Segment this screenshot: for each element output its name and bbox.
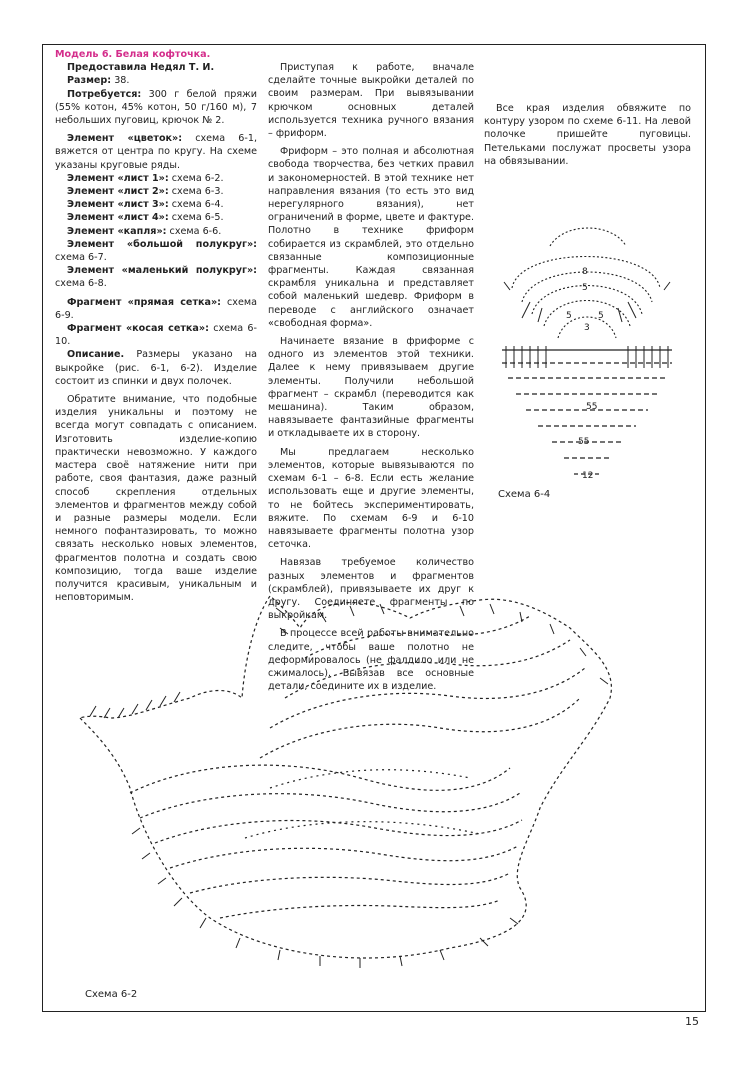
needed-label: Потребуется: (67, 88, 142, 100)
body-paragraph: Фриформ – это полная и абсолютная свобода творчества, без четких правил и закономерностей. В этой технике нет направления вязания (то есть это вид нерегулярного вязания), нет ограничений в форме, цвете и фактуре. Полотно в технике фриформ собирается из скрамблей, это отдельно связанные композиционные фрагменты. Каждая связанная скрамбля уникальна и представляет собой маленький шедевр. Фриформ в переводе с английского означает «свободная форма». (268, 146, 474, 329)
scheme-label: 3 (584, 323, 590, 333)
scheme-6-4-diagram (502, 218, 672, 488)
flower-line (55, 132, 257, 172)
element-label: Элемент «лист 2»: (67, 186, 169, 198)
element-label: Элемент «лист 1»: (67, 172, 169, 184)
leaf-row (170, 846, 518, 868)
element-value: схема 6-5. (171, 212, 224, 224)
leaf-outline (80, 596, 611, 958)
element-value: схема 6-2. (171, 172, 224, 184)
scheme-6-2-caption: Схема 6-2 (85, 989, 138, 1000)
element-line (55, 185, 257, 198)
scheme-label: 12 (582, 471, 594, 481)
element-label: Элемент «лист 4»: (67, 212, 169, 224)
element-line (55, 264, 257, 290)
scheme-label: 5 (598, 311, 604, 321)
leaf-vein (245, 822, 480, 838)
leaf-row (305, 616, 530, 658)
size-label: Размер: (67, 75, 112, 87)
size-value: 38. (114, 75, 130, 87)
needed-value: 300 г белой пряжи (55% котон, 45% котон, 50 г/160 м), 7 небольших пуговиц, крючок № 2. (55, 88, 257, 127)
element-label: Фрагмент «косая сетка»: (67, 323, 209, 335)
description-label: Описание. (67, 349, 125, 361)
leaf-row (140, 793, 520, 818)
element-label: Элемент «большой полукруг»: (67, 238, 257, 250)
element-label: Элемент «лист 3»: (67, 199, 169, 211)
leaf-row (130, 765, 510, 793)
leaf-vein (270, 770, 470, 788)
element-line (55, 211, 257, 224)
scheme-label: 55 (578, 437, 590, 447)
body-paragraph: Навязав требуемое количество разных элементов и фрагментов (скрамблей), привязываете их друг к другу. Соединяете фрагменты по выкройкам. (268, 557, 474, 622)
flower-label: Элемент «цветок»: (67, 133, 183, 145)
leaf-row (260, 698, 580, 758)
element-line (55, 198, 257, 211)
scheme-label: 5 (566, 311, 572, 321)
body-paragraph: Все края изделия обвяжите по контуру узором по схеме 6-11. На левой полочке пришейте пуговицы. Петельками послужат просветы узора на обвязывании. (484, 103, 691, 167)
body-paragraph: Приступая к работе, вначале сделайте точные выкройки деталей по своим размерам. При вывязывании крючком основных деталей используется техника ручного вязания – фриформ. (268, 62, 474, 140)
description-value: Размеры указано на выкройке (рис. 6-1, 6-2). Изделие состоит из спинки и двух полочек. (55, 349, 257, 387)
size-line (55, 74, 257, 87)
stitch-ticks (506, 346, 668, 368)
element-line (55, 238, 257, 264)
leaf-row (220, 900, 500, 918)
element-value: схема 6-3. (171, 186, 224, 198)
description-line (55, 348, 257, 388)
author-line: Предоставила Недял Т. И. (67, 62, 215, 74)
element-line (55, 296, 257, 322)
body-paragraph: В процессе всей работы внимательно следите, чтобы ваше полотно не деформировалось (не фалдило или не сжималось). Вывязав все основные детали, соедините их в изделие. (268, 628, 474, 693)
needed-line (55, 88, 257, 128)
leaf-row (270, 668, 585, 728)
scheme-6-2-diagram (70, 588, 630, 998)
element-value: схема 6-9. (55, 296, 257, 321)
scheme-6-4-caption: Схема 6-4 (498, 489, 551, 500)
element-label: Фрагмент «прямая сетка»: (67, 296, 222, 308)
element-value: схема 6-7. (55, 252, 107, 264)
element-line (55, 225, 257, 238)
element-value: схема 6-10. (55, 323, 257, 348)
model-title: Модель 6. Белая кофточка. (55, 49, 211, 60)
body-paragraph: Начинаете вязание в фриформе с одного из элементов этой техники. Далее к нему привязываем другие элементы. Получили небольшой фрагмент – скрамбл (переводится как мешанина). Таким образом, навязываете фантазийные фрагменты и откладываете их в сторону. (268, 336, 474, 440)
scheme-label: 5 (582, 283, 588, 293)
element-line (55, 322, 257, 348)
leaf-row (155, 820, 522, 843)
attention-paragraph: Обратите внимание, что подобные изделия уникальны и поэтому не всегда могут совпадать с описанием. Изготовить изделие-копию практически невозможно. У каждого мастера своё натяжение нити при работе, своя фантазия, даже разный способ скрепления отдельных элементов и фрагментов между собой и разные размеры модели. Если немного пофантазировать, то можно связать несколько новых элементов, фрагментов полотна и создать свою композицию, тогда ваше изделие получится красивым, уникальным и неповторимым. (55, 394, 257, 604)
page-number: 15 (685, 1015, 699, 1028)
scheme-label: 55 (586, 402, 598, 412)
element-line (55, 172, 257, 185)
element-label: Элемент «маленький полукруг»: (67, 265, 257, 277)
arc-row (550, 228, 626, 246)
column-3 (484, 48, 691, 168)
leaf-row (190, 873, 510, 893)
element-value: схема 6-4. (171, 199, 224, 211)
scheme-label: 8 (582, 267, 588, 277)
element-value: схема 6-6. (169, 225, 222, 237)
body-paragraph: Мы предлагаем несколько элементов, которые вывязываются по схемам 6-1 – 6-8. Если есть желание использовать еще и другие элементы, то не бойтесь экспериментировать, вяжите. По схемам 6-9 и 6-10 навязываете фрагменты полотна узор сеточка. (268, 446, 474, 551)
element-label: Элемент «капля»: (67, 225, 167, 237)
element-value: схема 6-8. (55, 278, 107, 290)
flower-value: схема 6-1, вяжется от центра по кругу. На схеме указаны круговые ряды. (55, 133, 257, 171)
leaf-row (285, 640, 570, 698)
column-1 (55, 48, 257, 604)
